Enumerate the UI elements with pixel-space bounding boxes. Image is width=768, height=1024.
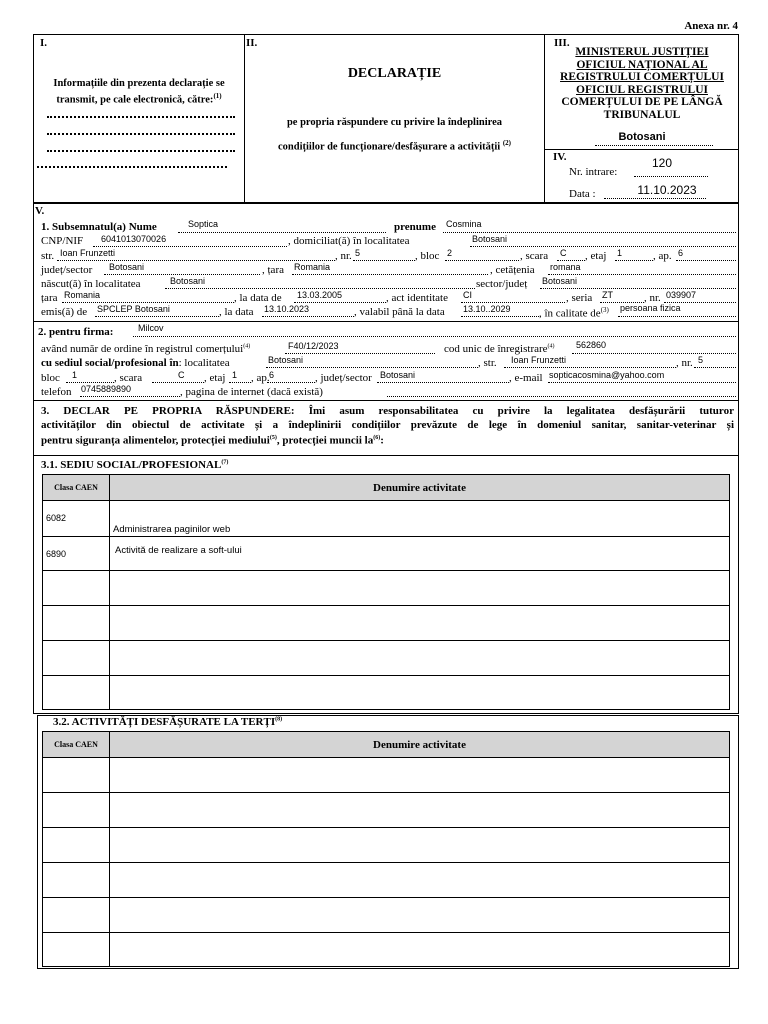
id-number-label: , nr.: [644, 292, 661, 304]
declaration-sup-5: (5): [269, 435, 277, 441]
hq-block-value[interactable]: 1: [72, 370, 78, 380]
valid-label: , valabil până la data: [354, 306, 445, 318]
table-row: [43, 571, 730, 606]
valid-value[interactable]: 13.10..2029: [463, 304, 511, 314]
activity-cell[interactable]: [110, 571, 730, 606]
entry-date-value[interactable]: 11.10.2023: [637, 183, 697, 197]
series-label: , seria: [566, 292, 593, 304]
table-2-col-caen: Clasa CAEN: [43, 732, 110, 758]
hq-stair-dots: [152, 382, 204, 383]
birth-county-value[interactable]: Botosani: [542, 276, 578, 286]
number-label: , nr.: [335, 250, 352, 262]
info-line-2: transmit, pe cale electronică, către:: [56, 94, 214, 106]
county-label: județ/sector: [41, 264, 93, 276]
stair-dots: [557, 260, 585, 261]
table-row: [43, 641, 730, 676]
street-label: str.: [41, 250, 55, 262]
declaration-line-1: 3. DECLAR PE PROPRIA RĂSPUNDERE: Îmi asum responsabilitatea cu privire la legalitatea desfășurării tuturor: [41, 405, 734, 417]
declaration-sup: (2): [502, 139, 512, 147]
hq-label-bold: cu sediul social/profesional în: [41, 357, 179, 369]
cnp-dots: [93, 246, 287, 247]
block-label: , bloc: [415, 250, 440, 262]
hq-number-label: , nr.: [676, 357, 693, 369]
caen-cell[interactable]: [43, 641, 110, 676]
section-4-number: IV.: [553, 151, 567, 163]
domicile-label: , domiciliat(ă) în localitatea: [288, 235, 410, 247]
county-value[interactable]: Botosani: [109, 262, 145, 272]
caen-cell[interactable]: [43, 571, 110, 606]
activity-cell[interactable]: [110, 863, 730, 898]
section-1-info: [36, 78, 242, 107]
citizenship-label: , cetățenia: [490, 264, 535, 276]
company-name-value[interactable]: Milcov: [138, 323, 164, 333]
company-label: 2. pentru firma:: [38, 326, 114, 338]
activity-cell[interactable]: [110, 898, 730, 933]
institution-line-5: COMERȚULUI DE PE LÂNGĂ: [561, 96, 723, 108]
registry-dots: [285, 353, 435, 354]
cui-dots: [572, 353, 736, 354]
surname-label: prenume: [394, 221, 436, 233]
declaration-line-3: pentru siguranța alimentelor, protecției mediului: [41, 434, 270, 447]
activity-cell[interactable]: [110, 676, 730, 710]
entry-date-label: Data :: [569, 188, 596, 200]
table-row: [43, 537, 730, 571]
caen-cell[interactable]: [43, 501, 110, 537]
recipient-line-4: [37, 166, 227, 168]
declaration-line-3b: , protecției muncii la: [276, 434, 374, 447]
cui-value[interactable]: 562860: [576, 340, 607, 350]
floor-dots: [615, 260, 653, 261]
hq-street-label: , str.: [478, 357, 497, 369]
website-dots: [387, 396, 736, 397]
phone-label: telefon: [41, 386, 72, 398]
birthdate-value[interactable]: 13.03.2005: [297, 290, 343, 300]
activities-table-1: [42, 474, 730, 710]
issue-date-label: , la data: [219, 306, 254, 318]
caen-cell[interactable]: [43, 898, 110, 933]
street-dots: [57, 260, 335, 261]
surname-dots: [443, 232, 736, 233]
registry-label: [41, 343, 250, 355]
table-1-col-activity: Denumire activitate: [110, 475, 730, 501]
birth-county-dots: [540, 288, 736, 289]
id-number-value[interactable]: 039907: [666, 290, 697, 300]
floor-value[interactable]: 1: [617, 248, 623, 258]
domicile-dots: [470, 246, 736, 247]
info-sup: (1): [213, 92, 222, 100]
hq-number-dots: [694, 367, 736, 368]
entry-number-value[interactable]: 120: [651, 156, 673, 170]
floor-label: , etaj: [585, 250, 607, 262]
caen-cell[interactable]: [43, 676, 110, 710]
tribunal-dots: [595, 145, 713, 146]
hq-floor-dots: [229, 382, 251, 383]
capacity-sup: (3): [600, 306, 609, 314]
table-row: [43, 676, 730, 710]
activity-cell[interactable]: [110, 606, 730, 641]
valid-dots: [461, 316, 539, 317]
block-dots: [445, 260, 519, 261]
country-label: , țara: [262, 264, 284, 276]
website-label: , pagina de internet (dacă există): [180, 386, 323, 398]
caen-cell[interactable]: [43, 933, 110, 967]
capacity-value[interactable]: persoana fizica: [620, 303, 681, 313]
registry-value[interactable]: F40/12/2023: [288, 341, 339, 351]
birthplace-value[interactable]: Botosani: [170, 276, 206, 286]
hq-street-dots: [504, 367, 676, 368]
declaration-line-2: activităților din obiectul de activitate și a îndeplinirii condițiilor prevăzute de lege în domeniul sanitar, sanitar-veterinar și: [41, 418, 734, 431]
activity-cell[interactable]: [110, 758, 730, 793]
table-row: [43, 501, 730, 537]
table-1-title-text: 3.1. SEDIU SOCIAL/PROFESIONAL: [41, 459, 222, 471]
table-1-col-caen: Clasa CAEN: [43, 475, 110, 501]
activity-cell[interactable]: [110, 501, 730, 537]
hq-stair-label: , scara: [114, 372, 143, 384]
entry-number-label: Nr. intrare:: [569, 166, 618, 178]
email-label: , e-mail: [509, 372, 543, 384]
domicile-value[interactable]: Botosani: [472, 234, 508, 244]
hq-floor-label: , etaj: [204, 372, 226, 384]
activity-value: Activită de realizare a soft-ului: [115, 545, 242, 556]
declaration-subtitle-1: pe propria răspundere cu privire la îndeplinirea: [286, 117, 503, 128]
issue-date-value[interactable]: 13.10.2023: [264, 304, 310, 314]
hq-locality-label: : localitatea: [178, 357, 230, 369]
activity-value: Administrarea paginilor web: [113, 524, 231, 535]
institution-line-3: REGISTRULUI COMERȚULUI: [560, 71, 724, 83]
name-value[interactable]: Soptica: [188, 219, 219, 229]
stair-value[interactable]: C: [560, 248, 567, 258]
hq-street-value[interactable]: Ioan Frunzetti: [511, 355, 567, 365]
activity-cell[interactable]: [110, 933, 730, 967]
number-value[interactable]: 5: [355, 248, 361, 258]
apt-dots: [676, 260, 736, 261]
section-2-number: II.: [246, 37, 258, 49]
series-value[interactable]: ZT: [602, 290, 613, 300]
capacity-label: [539, 306, 609, 320]
birthdate-dots: [294, 302, 386, 303]
id-value[interactable]: CI: [463, 290, 472, 300]
declaration-subtitle-2: [244, 139, 545, 153]
institution-line-6: TRIBUNALUL: [603, 108, 681, 121]
country-value[interactable]: Romania: [294, 262, 331, 272]
block-value[interactable]: 2: [447, 248, 453, 258]
registry-sup: (4): [243, 343, 251, 350]
caen-cell[interactable]: [43, 537, 110, 571]
institution-line-2: OFICIUL NAȚIONAL AL: [576, 58, 708, 71]
cui-label-text: cod unic de înregistrare: [444, 343, 548, 355]
section-3-number: III.: [554, 37, 570, 49]
country-dots: [292, 274, 488, 275]
street-value[interactable]: Ioan Frunzetti: [60, 248, 116, 258]
citizenship-dots: [548, 274, 736, 275]
birth-country-label: țara: [41, 292, 58, 304]
caen-cell[interactable]: [43, 793, 110, 828]
capacity-dots: [618, 316, 736, 317]
birthdate-label: , la data de: [234, 292, 282, 304]
table-row: [43, 828, 730, 863]
hq-locality-dots: [266, 367, 478, 368]
phone-value[interactable]: 0745889890: [81, 384, 132, 394]
hq-apt-label: , ap.: [251, 372, 270, 384]
cnp-label: CNP/NIF: [41, 235, 84, 247]
issued-value[interactable]: SPCLEP Botosani: [97, 304, 170, 314]
table-2-title-sup: (8): [275, 716, 283, 723]
caen-cell[interactable]: [43, 758, 110, 793]
institution-line-4: OFICIUL REGISTRULUI: [576, 83, 708, 96]
birth-country-dots: [62, 302, 234, 303]
cui-label: [444, 343, 555, 355]
apt-value[interactable]: 6: [678, 248, 684, 258]
birth-country-value[interactable]: Romania: [64, 290, 101, 300]
entry-date-dots: [604, 198, 706, 199]
company-dots: [133, 336, 736, 337]
recipient-line-2: [47, 133, 235, 135]
hq-county-value[interactable]: Botosani: [380, 370, 416, 380]
hq-apt-dots: [267, 382, 315, 383]
cui-sup: (4): [547, 343, 555, 350]
table-row: [43, 793, 730, 828]
caen-value: 6890: [46, 549, 67, 559]
table-row: [43, 758, 730, 793]
birth-county-label: sector/județ: [476, 278, 528, 290]
capacity-label-text: , în calitate de: [539, 307, 601, 320]
recipient-line-3: [47, 150, 235, 152]
registry-label-text: având număr de ordine în registrul comerțului: [41, 343, 244, 355]
hq-block-dots: [66, 382, 114, 383]
hq-apt-value[interactable]: 6: [269, 370, 275, 380]
institution-block: [548, 46, 736, 121]
id-label: , act identitate: [386, 292, 448, 304]
declaration-subtitle-2-text: condițiilor de funcționare/desfășurare a activității: [277, 141, 501, 153]
recipient-line-1: [47, 116, 235, 118]
activity-cell[interactable]: [110, 828, 730, 863]
tribunal-value[interactable]: Botosani: [618, 131, 666, 143]
caen-cell[interactable]: [43, 863, 110, 898]
table-row: [43, 933, 730, 967]
email-value[interactable]: sopticacosmina@yahoo.com: [549, 370, 665, 380]
issued-dots: [95, 316, 219, 317]
hq-locality-value[interactable]: Botosani: [268, 355, 304, 365]
citizenship-value[interactable]: romana: [550, 262, 581, 272]
stair-label: , scara: [520, 250, 549, 262]
county-dots: [104, 274, 260, 275]
activity-cell[interactable]: [110, 793, 730, 828]
apt-label: , ap.: [653, 250, 672, 262]
hq-floor-value[interactable]: 1: [232, 370, 238, 380]
caen-value: 6082: [46, 513, 67, 523]
table-1-title: [41, 459, 228, 471]
annex-number: Anexa nr. 4: [684, 20, 738, 32]
table-1-title-sup: (7): [221, 459, 229, 466]
birthplace-dots: [165, 288, 475, 289]
issued-label: emis(ă) de: [41, 306, 88, 318]
declaration-title: DECLARAȚIE: [347, 66, 442, 81]
activity-cell[interactable]: [110, 641, 730, 676]
table-2-title: [53, 716, 282, 728]
entry-number-dots: [634, 176, 708, 177]
caen-cell[interactable]: [43, 828, 110, 863]
hq-county-dots: [377, 382, 509, 383]
table-row: [43, 898, 730, 933]
id-dots: [461, 302, 565, 303]
birthplace-label: născut(ă) în localitatea: [41, 278, 141, 290]
name-label: 1. Subsemnatul(a) Nume: [41, 221, 157, 233]
section-5-number: V.: [35, 205, 45, 217]
hq-stair-value[interactable]: C: [178, 370, 185, 380]
cnp-value[interactable]: 6041013070026: [101, 234, 167, 244]
declaration-text: [41, 405, 734, 448]
info-line-1: Informațiile din prezenta declarație se: [53, 78, 225, 89]
table-row: [43, 863, 730, 898]
email-dots: [548, 382, 736, 383]
declaration-sup-6: (6): [373, 435, 381, 441]
table-2-col-activity: Denumire activitate: [110, 732, 730, 758]
section-1-number: I.: [40, 37, 48, 49]
institution-line-1: MINISTERUL JUSTIȚIEI: [575, 46, 709, 58]
section-1-box: [33, 34, 245, 203]
number-dots: [353, 260, 415, 261]
table-row: [43, 606, 730, 641]
caen-cell[interactable]: [43, 606, 110, 641]
phone-dots: [80, 396, 180, 397]
table-2-title-text: 3.2. ACTIVITĂȚI DESFĂȘURATE LA TERȚI: [53, 716, 276, 728]
activities-table-2: [42, 731, 730, 967]
issue-date-dots: [262, 316, 354, 317]
hq-label: [41, 357, 230, 369]
activity-cell[interactable]: [110, 537, 730, 571]
hq-number-value[interactable]: 5: [698, 355, 704, 365]
name-dots: [178, 232, 386, 233]
surname-value[interactable]: Cosmina: [446, 219, 482, 229]
declaration-line-3c: :: [380, 434, 384, 447]
hq-block-label: bloc: [41, 372, 60, 384]
hq-county-label: , județ/sector: [315, 372, 372, 384]
